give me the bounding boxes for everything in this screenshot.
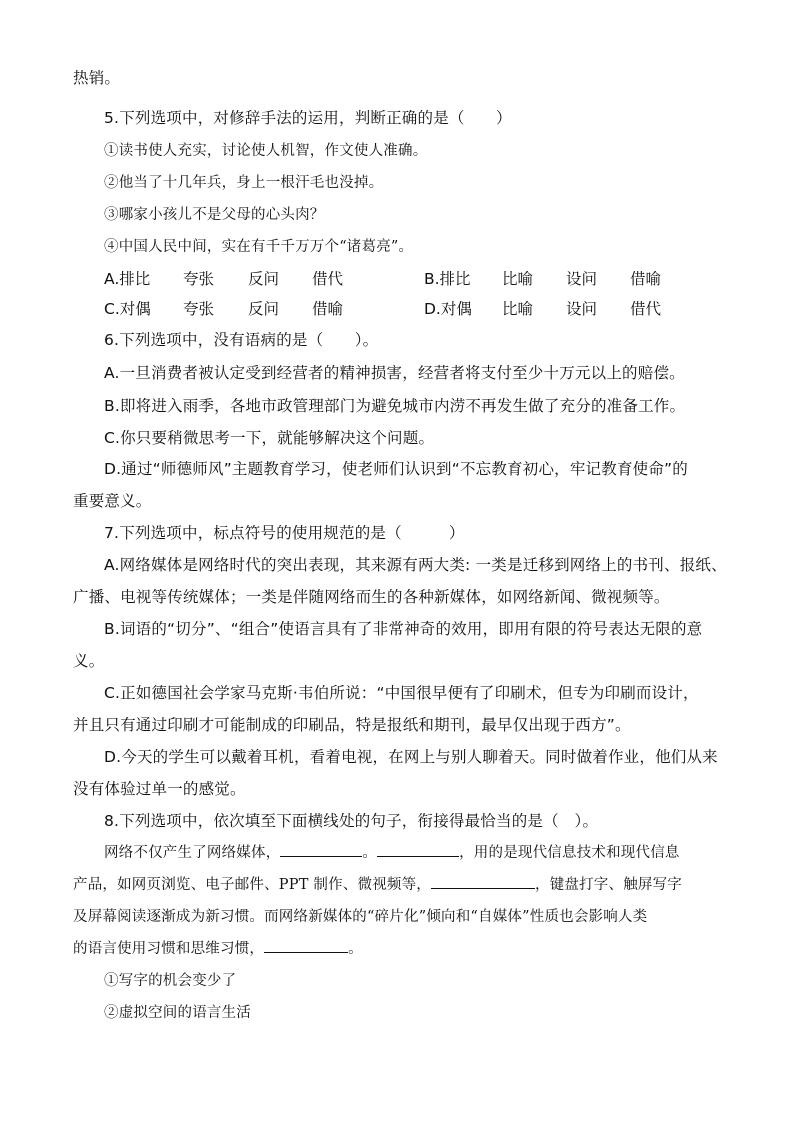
q5-option-a-label: A.排比 (104, 270, 151, 288)
q8-passage-line-1 (104, 841, 680, 862)
q5-option-c-item: 借喻 (312, 300, 344, 318)
q7-option-a[interactable]: A.网络媒体是网络时代的突出表现，其来源有两大类: 一类是迁移到网络上的书刊、报纸、 (104, 556, 727, 574)
q5-option-c-label: C.对偶 (104, 300, 151, 318)
q7-option-b-continued: 义。 (73, 652, 105, 670)
question-5-stem: 5.下列选项中，对修辞手法的运用，判断正确的是（ ） (104, 109, 512, 127)
q6-option-c[interactable]: C.你只要稍微思考一下，就能够解决这个问题。 (104, 429, 435, 447)
q8-passage-line-3: 及屏幕阅读逐渐成为新习惯。而网络新媒体的“碎片化”倾向和“自媒体”性质也会影响人类 (73, 909, 648, 925)
q7-option-d[interactable]: D.今天的学生可以戴着耳机，看着电视，在网上与别人聊着天。同时做着作业，他们从来 (104, 748, 718, 766)
q5-option-b-item: 设问 (566, 270, 598, 288)
q8-passage-line-4 (73, 937, 363, 958)
q7-option-a-continued: 广播、电视等传统媒体；一类是伴随网络而生的各种新媒体，如网络新闻、微视频等。 (73, 588, 670, 606)
question-7-stem: 7.下列选项中，标点符号的使用规范的是（ ） (104, 524, 465, 542)
q8-passage-text: 产品，如网页浏览、电子邮件、PPT 制作、微视频等， (73, 877, 431, 893)
q7-option-d-continued: 没有体验过单一的感觉。 (73, 780, 246, 798)
q8-item-1: ①写字的机会变少了 (104, 973, 237, 989)
fill-blank-2[interactable] (377, 842, 459, 857)
q7-option-c-continued: 并且只有通过印刷才可能制成的印刷品，特是报纸和期刊，最早仅出现于西方”。 (73, 716, 631, 734)
q5-option-d-item: 比喻 (502, 300, 534, 318)
question-8-stem: 8.下列选项中，依次填至下面横线处的句子，衔接得最恰当的是（ ）。 (104, 812, 599, 830)
q5-sentence-4: ④中国人民中间，实在有千千万万个“诸葛亮”。 (104, 239, 414, 255)
q8-passage-text: 网络不仅产生了网络媒体， (104, 845, 281, 861)
q5-option-d-item: 借代 (630, 300, 662, 318)
q5-option-c-item: 夸张 (183, 300, 215, 318)
q8-passage-text: ，键盘打字、触屏写字 (535, 877, 682, 893)
q8-passage-text: ，用的是现代信息技术和现代信息 (459, 845, 680, 861)
fill-blank-3[interactable] (431, 874, 535, 889)
q5-option-a-item: 反问 (248, 270, 280, 288)
q5-sentence-2: ②他当了十几年兵，身上一根汗毛也没掉。 (104, 175, 384, 191)
q6-option-b[interactable]: B.即将进入雨季，各地市政管理部门为避免城市内涝不再发生做了充分的准备工作。 (104, 397, 686, 415)
q5-option-b-item: 借喻 (630, 270, 662, 288)
q5-option-d-label: D.对偶 (424, 300, 472, 318)
q8-item-2: ②虚拟空间的语言生活 (104, 1005, 251, 1021)
previous-paragraph-tail: 热销。 (73, 69, 121, 87)
q5-option-b-label: B.排比 (424, 270, 471, 288)
q5-sentence-1: ①读书使人充实，讨论使人机智，作文使人准确。 (104, 143, 428, 159)
q5-option-b-item: 比喻 (502, 270, 534, 288)
q5-option-a-item: 夸张 (183, 270, 215, 288)
question-6-stem: 6.下列选项中，没有语病的是（ ）。 (104, 331, 379, 349)
q5-option-d-item: 设问 (566, 300, 598, 318)
q5-option-c-item: 反问 (248, 300, 280, 318)
fill-blank-1[interactable] (280, 842, 362, 857)
q6-option-a[interactable]: A.一旦消费者被认定受到经营者的精神损害，经营者将支付至少十万元以上的赔偿。 (104, 364, 685, 382)
q7-option-c[interactable]: C.正如德国社会学家马克斯·韦伯所说：“中国很早便有了印刷术，但专为印刷而设计， (104, 684, 699, 702)
q8-passage-text: 的语言使用习惯和思维习惯， (73, 941, 265, 957)
q8-passage-line-2 (73, 873, 682, 894)
q8-passage-text: 。 (348, 941, 363, 957)
q6-option-d-continued: 重要意义。 (73, 492, 152, 510)
q6-option-d[interactable]: D.通过“师德师风”主题教育学习，使老师们认识到“不忘教育初心，牢记教育使命”的 (104, 460, 688, 478)
q7-option-b[interactable]: B.词语的“切分”、“组合”使语言具有了非常神奇的效用，即用有限的符号表达无限的意 (104, 620, 703, 638)
fill-blank-4[interactable] (264, 938, 348, 953)
q5-sentence-3: ③哪家小孩儿不是父母的心头肉？ (104, 207, 325, 223)
q8-passage-text: 。 (362, 845, 378, 861)
q5-option-a-item: 借代 (312, 270, 344, 288)
